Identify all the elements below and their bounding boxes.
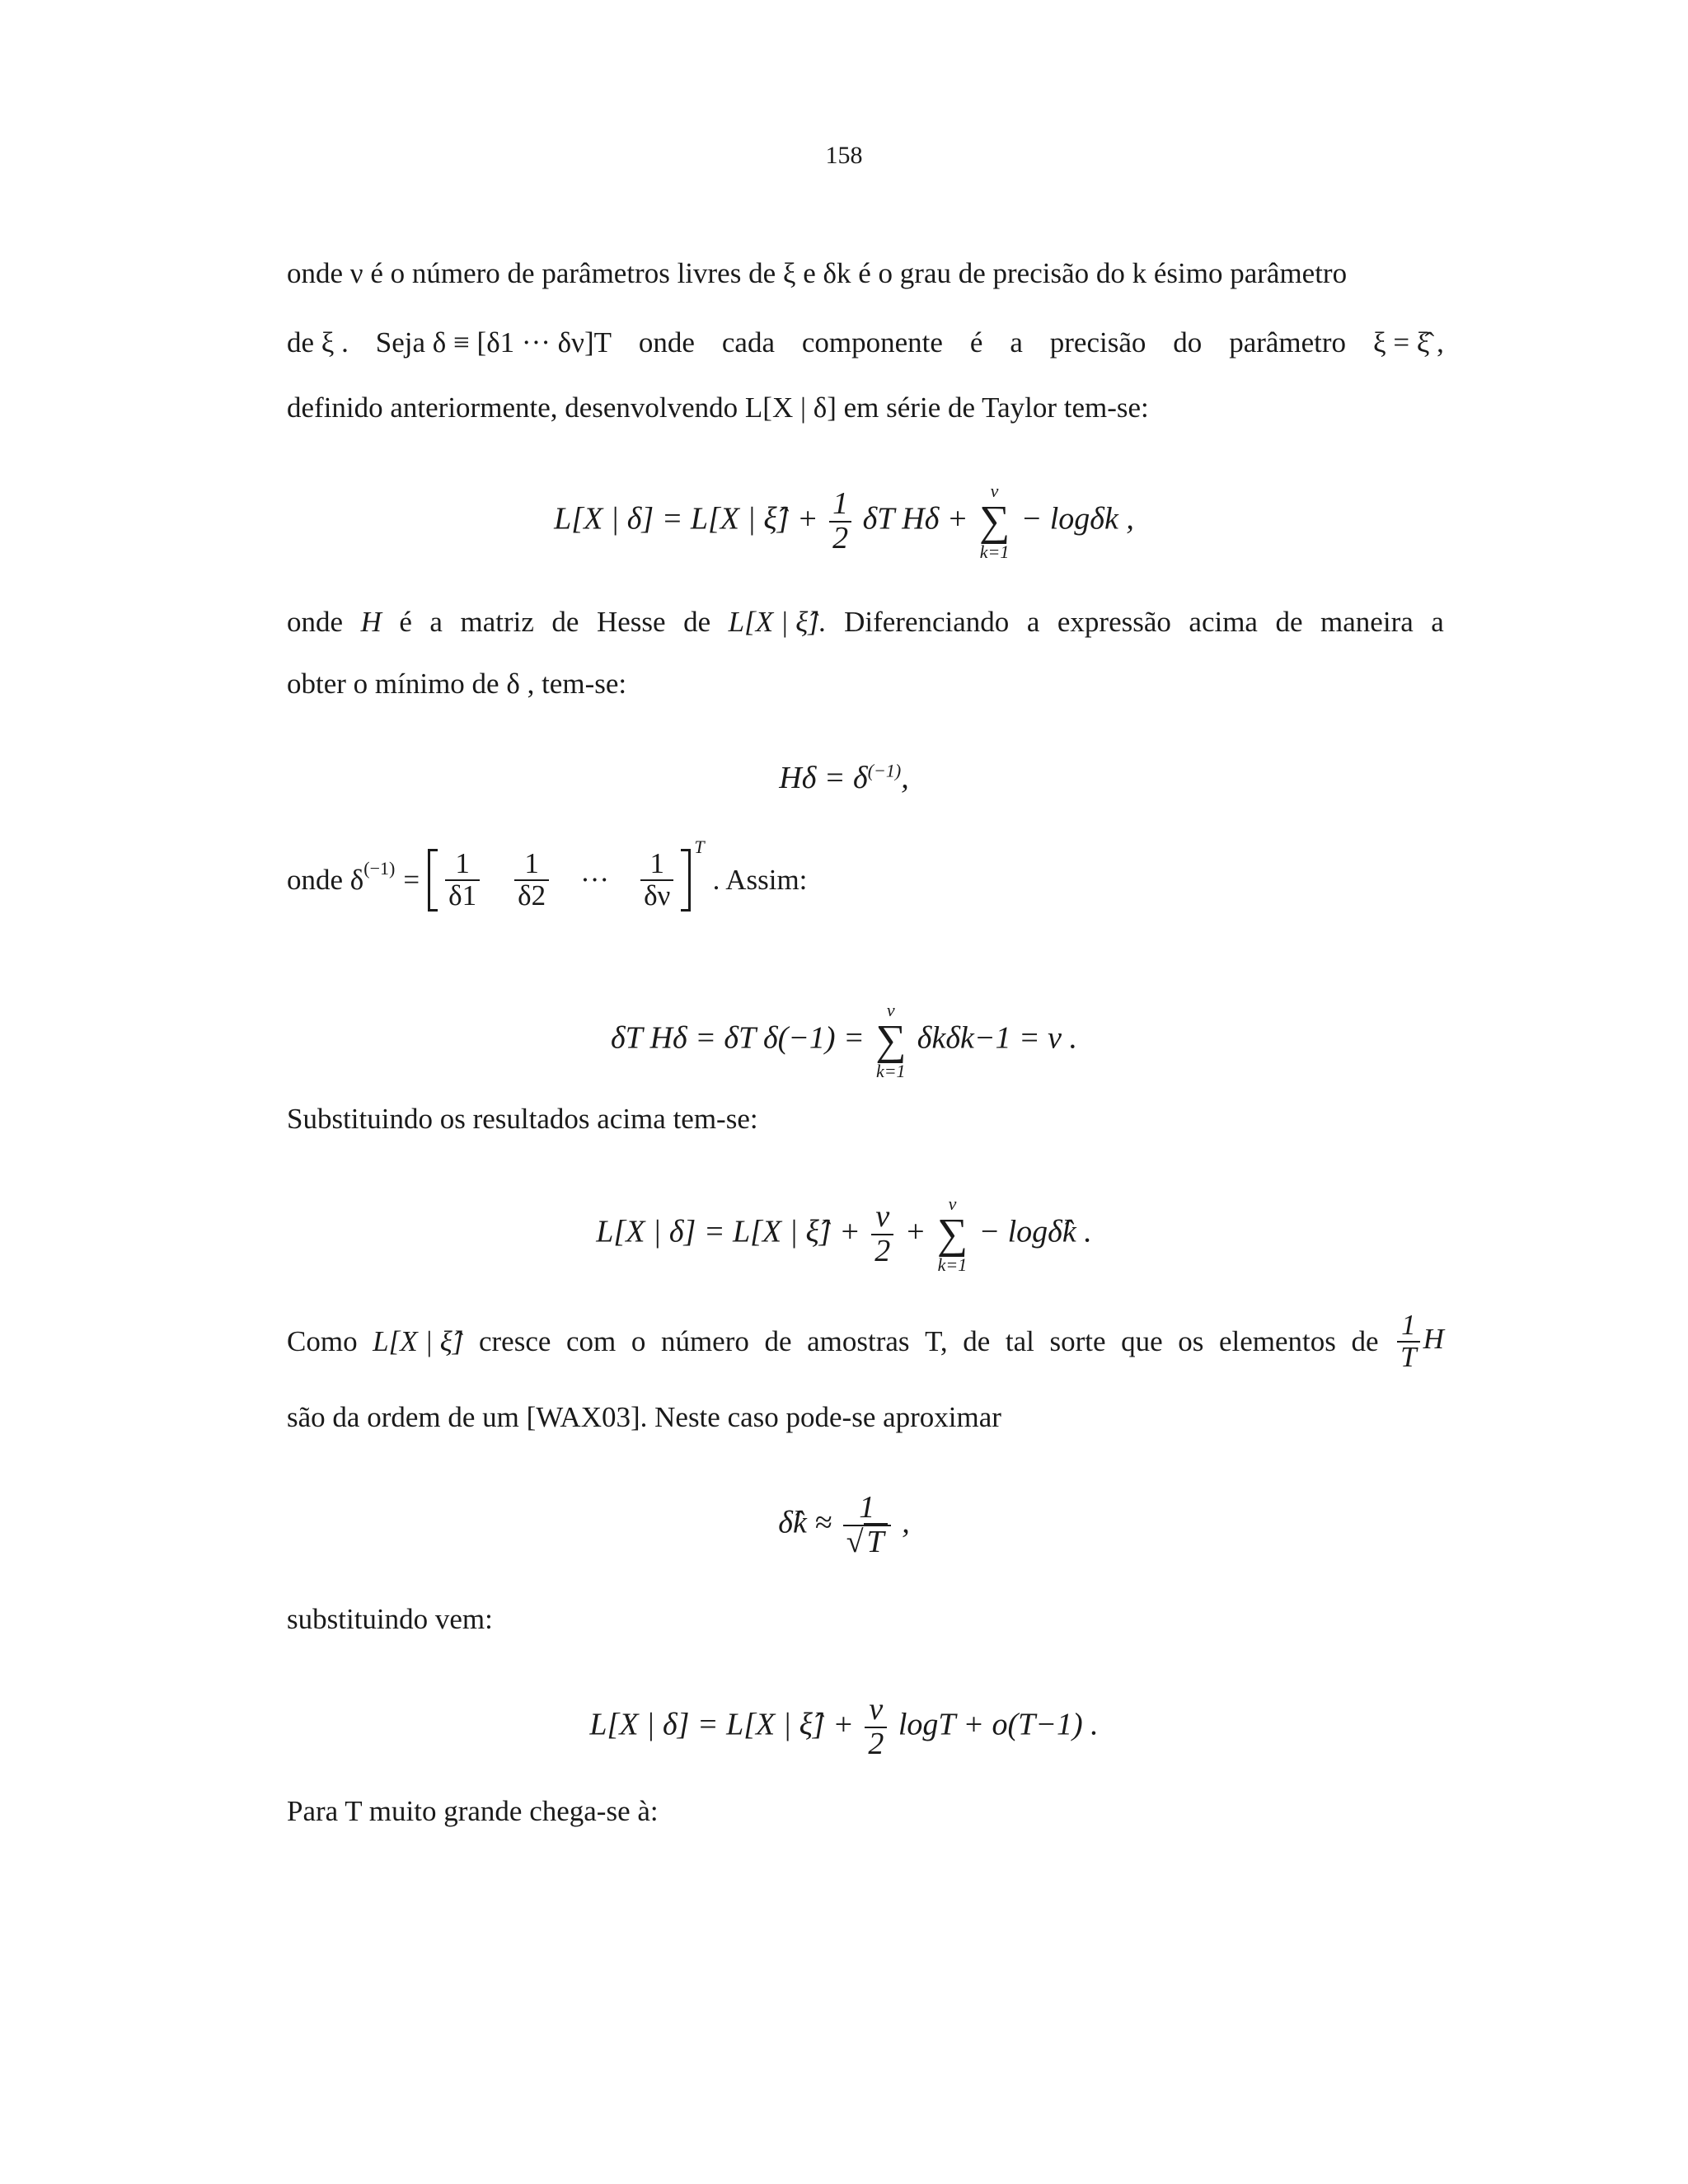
word: onde (287, 606, 344, 638)
word: que (1121, 1324, 1163, 1357)
eq4-sum (937, 1195, 968, 1274)
eq2-superscript: (−1) (867, 760, 902, 781)
paragraph-4: Substituindo os resultados acima tem-se: (287, 1103, 758, 1135)
eq5-tail: , (902, 1505, 910, 1540)
eq3-lhs: δT Hδ = δT δ(−1) = (610, 1020, 865, 1056)
eq1-lhs: L[X | δ] = L[X | ξ̂] + (554, 501, 818, 537)
word: de (551, 606, 579, 638)
paragraph-6: substituindo vem: (287, 1603, 493, 1635)
eq4-fraction (871, 1201, 893, 1268)
frac-numerator: 1 (1397, 1310, 1419, 1343)
word: Seja δ ≡ [δ1 ··· δν]T (375, 326, 612, 359)
word: tal (1005, 1324, 1034, 1357)
word: Como (287, 1324, 358, 1357)
page-number: 158 (825, 142, 863, 169)
paragraph-7: Para T muito grande chega-se à: (287, 1795, 659, 1827)
equation-2 (0, 760, 1688, 796)
equation-1 (0, 482, 1688, 561)
word: T, (925, 1324, 948, 1357)
word: a (429, 606, 443, 638)
eq4-plus: + (904, 1214, 926, 1249)
word: Hesse (596, 606, 666, 638)
word: expressão (1057, 606, 1171, 638)
word: a (1026, 606, 1040, 638)
matrix-entry (514, 849, 549, 912)
word: de (1275, 606, 1303, 638)
p5-fraction-tail: H (1423, 1322, 1444, 1355)
word: de (764, 1324, 792, 1357)
sum-upper: ν (990, 480, 999, 501)
eq6-rhs: logT + o(T−1) . (898, 1707, 1099, 1742)
word: os (1178, 1324, 1204, 1357)
eq6-fraction (865, 1694, 887, 1761)
sum-lower: k=1 (979, 541, 1010, 562)
paragraph-2-line-2: obter o mínimo de δ , tem-se: (287, 668, 627, 700)
eq3-sum (875, 1001, 906, 1080)
paragraph-1-line-1: onde ν é o número de parâmetros livres de ξ e δk é o grau de precisão do k ésimo parâmetro (287, 257, 1348, 289)
p5-fraction (1397, 1310, 1419, 1373)
frac-denominator: δ2 (518, 879, 546, 912)
word: a (1010, 326, 1023, 359)
word: Diferenciando (844, 606, 1010, 638)
word: o (631, 1324, 646, 1357)
word: ξ = ξ̂ , (1372, 326, 1444, 359)
word: do (1173, 326, 1203, 359)
matrix-entry (445, 849, 480, 912)
frac-denominator: T (1400, 1340, 1417, 1373)
p3-superscript: (−1) (363, 857, 396, 879)
frac-denominator: δ1 (448, 879, 477, 912)
word: matriz (460, 606, 534, 638)
equation-5 (0, 1492, 1688, 1559)
frac-numerator: ν (871, 1201, 893, 1235)
paragraph-5-line-2: são da ordem de um [WAX03]. Neste caso pode-se aproximar (287, 1401, 1001, 1433)
sum-upper: ν (886, 1000, 895, 1020)
word: L[X | ξ̂] (373, 1324, 464, 1357)
frac-numerator: 1 (829, 488, 851, 523)
word: parâmetro (1229, 326, 1347, 359)
word: acima (1189, 606, 1258, 638)
frac-numerator: 1 (445, 849, 480, 881)
word: sorte (1049, 1324, 1106, 1357)
sum-lower: k=1 (875, 1061, 906, 1081)
matrix-transpose: T (694, 836, 705, 857)
matrix-dots: ··· (580, 863, 610, 896)
p3-prefix: onde δ (287, 863, 364, 896)
sigma-symbol: ∑ (979, 498, 1010, 545)
frac-denominator: 2 (832, 521, 849, 555)
word: precisão (1049, 326, 1146, 359)
paragraph-1-line-2 (287, 326, 1444, 359)
eq2-tail: , (901, 761, 909, 795)
word: componente (801, 326, 943, 359)
word: é (399, 606, 412, 638)
eq3-rhs: δkδk−1 = ν . (917, 1020, 1078, 1056)
sqrt-radicand: T (864, 1523, 888, 1559)
eq4-lhs: L[X | δ] = L[X | ξ̂] + (596, 1214, 860, 1249)
eq1-sum (979, 482, 1010, 561)
eq5-fraction (843, 1492, 891, 1559)
word: de ξ . (287, 326, 349, 359)
equation-3 (0, 1001, 1688, 1080)
paragraph-5-line-1 (287, 1310, 1444, 1373)
frac-denominator: 2 (874, 1234, 891, 1268)
frac-denominator: √ T (843, 1526, 891, 1559)
frac-numerator: 1 (640, 849, 673, 881)
paragraph-1-line-3: definido anteriormente, desenvolvendo L[X | δ] em série de Taylor tem-se: (287, 391, 1149, 424)
frac-numerator: 1 (514, 849, 549, 881)
eq2-text: Hδ = δ (779, 761, 868, 795)
eq1-mid: δT Hδ + (862, 501, 968, 537)
inverse-matrix (428, 849, 691, 912)
eq5-lhs: δ̂k ≈ (778, 1505, 832, 1540)
sum-upper: ν (948, 1193, 957, 1214)
sum-lower: k=1 (937, 1254, 968, 1275)
frac-denominator: 2 (868, 1726, 884, 1761)
frac-denominator: δν (644, 879, 671, 912)
word: onde (638, 326, 695, 359)
word: é (969, 326, 983, 359)
eq6-lhs: L[X | δ] = L[X | ξ̂] + (589, 1707, 854, 1742)
word: L[X | ξ̂]. (728, 606, 827, 638)
p3-suffix: . Assim: (712, 863, 808, 896)
p5-fraction-group (1394, 1310, 1444, 1373)
p3-equals: = (403, 863, 420, 896)
word: maneira (1320, 606, 1414, 638)
frac-numerator: 1 (843, 1492, 891, 1526)
word: de (683, 606, 711, 638)
word: cresce (478, 1324, 551, 1357)
word: com (565, 1324, 617, 1357)
eq1-rhs: − logδk , (1020, 501, 1134, 537)
frac-numerator: ν (865, 1694, 887, 1728)
paragraph-3 (287, 836, 808, 912)
word: de (1351, 1324, 1379, 1357)
word: a (1431, 606, 1444, 638)
word: elementos (1218, 1324, 1336, 1357)
word: cada (721, 326, 775, 359)
matrix-entry (640, 849, 673, 912)
sigma-symbol: ∑ (875, 1017, 907, 1064)
equation-4 (0, 1195, 1688, 1274)
word: de (963, 1324, 991, 1357)
sigma-symbol: ∑ (936, 1211, 968, 1258)
eq1-fraction (829, 488, 851, 555)
eq4-rhs: − logδ̂k . (978, 1214, 1092, 1249)
paragraph-2-line-1 (287, 606, 1444, 639)
word: número (660, 1324, 749, 1357)
word: amostras (807, 1324, 910, 1357)
equation-6 (0, 1694, 1688, 1761)
word: H (360, 606, 382, 638)
